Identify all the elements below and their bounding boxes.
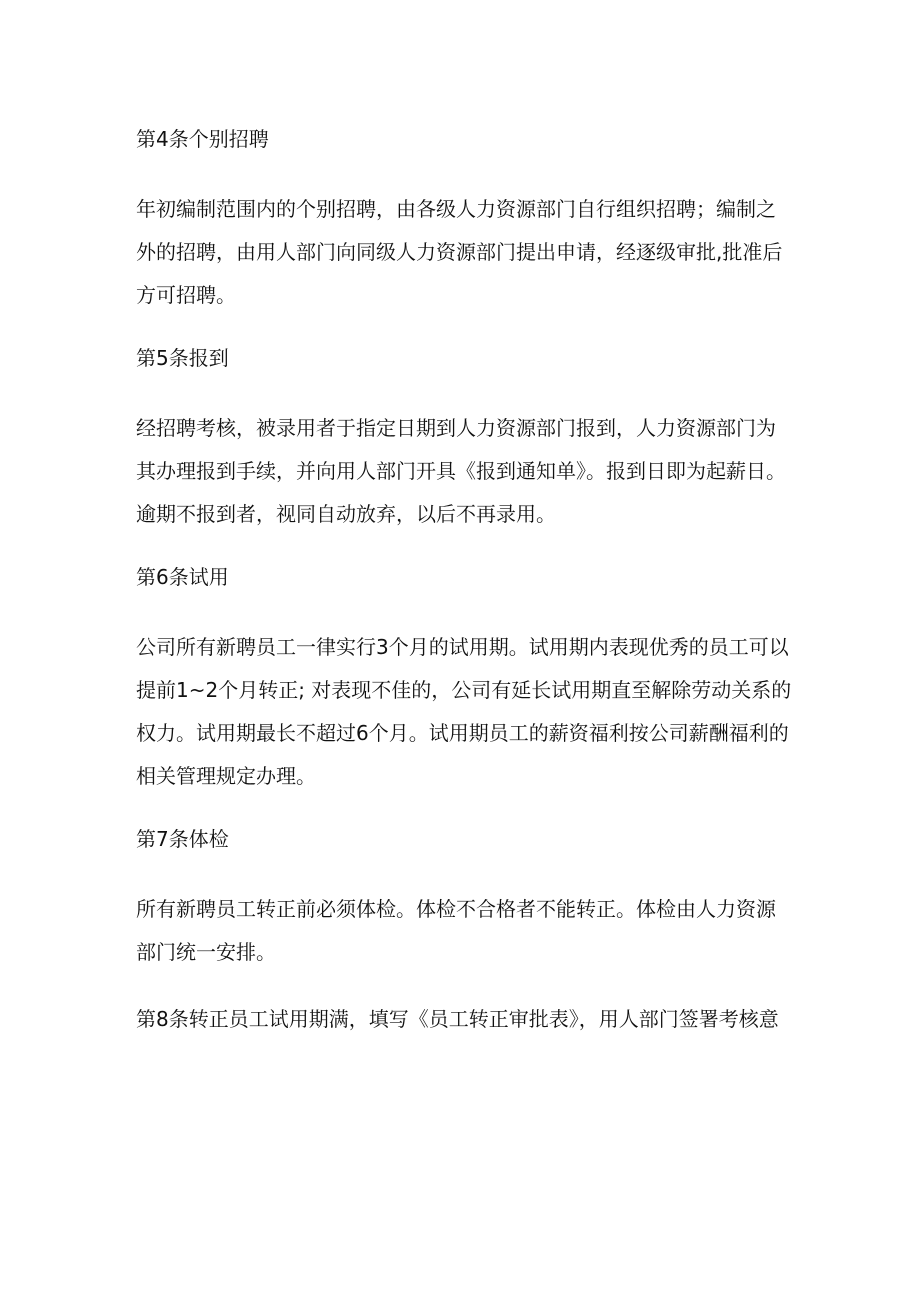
article-6-heading: 第6条试用 [136,565,229,589]
paragraph-line: 提前1~2个月转正; 对表现不佳的，公司有延长试用期直至解除劳动关系的 [136,678,792,702]
paragraph-line: 权力。试用期最长不超过6个月。试用期员工的薪资福利按公司薪酬福利的 [136,721,789,745]
paragraph-line: 其办理报到手续，并向用人部门开具《报到通知单》。报到日即为起薪日。 [136,459,786,483]
paragraph-line: 年初编制范围内的个别招聘，由各级人力资源部门自行组织招聘；编制之 [136,197,776,221]
paragraph-line: 相关管理规定办理。 [136,764,316,788]
paragraph-line: 第8条转正员工试用期满，填写《员工转正审批表》，用人部门签署考核意 [136,1007,779,1031]
paragraph-line: 公司所有新聘员工一律实行3个月的试用期。试用期内表现优秀的员工可以 [136,635,789,659]
paragraph-line: 逾期不报到者，视同自动放弃，以后不再录用。 [136,502,556,526]
article-6-paragraph [136,626,792,798]
article-4-heading: 第4条个别招聘 [136,127,269,151]
paragraph-line: 部门统一安排。 [136,940,276,964]
article-5-heading: 第5条报到 [136,346,229,370]
paragraph-line: 方可招聘。 [136,283,236,307]
article-4-paragraph [136,188,788,317]
paragraph-line: 外的招聘，由用人部门向同级人力资源部门提出申请，经逐级审批,批准后 [136,240,783,264]
article-8-paragraph [136,998,788,1041]
document-body [136,122,792,1041]
article-7-paragraph [136,888,788,974]
article-5-paragraph [136,407,788,536]
article-7-heading: 第7条体检 [136,827,229,851]
paragraph-line: 所有新聘员工转正前必须体检。体检不合格者不能转正。体检由人力资源 [136,897,776,921]
paragraph-line: 经招聘考核，被录用者于指定日期到人力资源部门报到，人力资源部门为 [136,416,776,440]
